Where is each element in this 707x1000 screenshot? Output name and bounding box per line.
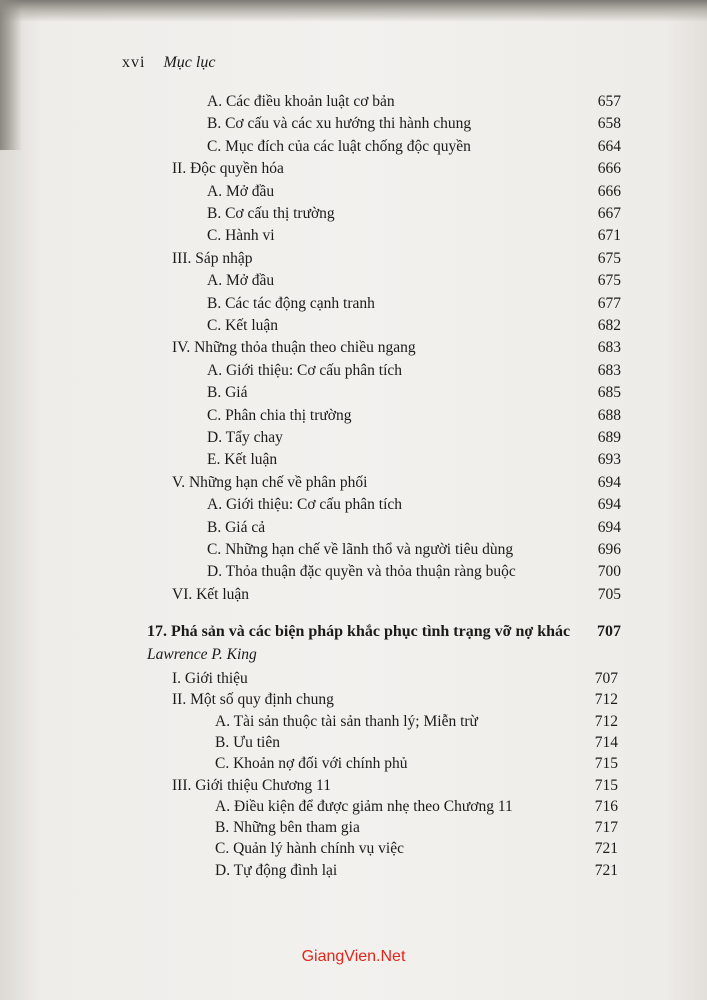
toc-entry xyxy=(207,181,621,203)
toc-entry-page: 658 xyxy=(597,115,621,133)
running-header xyxy=(122,54,215,72)
toc-entry xyxy=(215,817,618,839)
scan-shadow-top xyxy=(0,0,707,22)
toc-entry xyxy=(207,405,621,427)
toc-entry xyxy=(215,753,618,775)
toc-entry xyxy=(207,539,621,561)
toc-entry-page: 721 xyxy=(594,840,618,858)
toc-entry xyxy=(207,382,621,404)
header-title: Mục lục xyxy=(163,54,216,71)
toc-entry xyxy=(207,136,621,158)
chapter-author: Lawrence P. King xyxy=(147,646,257,663)
toc-entry-page: 696 xyxy=(597,541,621,558)
toc-entry-page: 671 xyxy=(597,227,621,245)
toc-entry-page: 712 xyxy=(594,691,618,709)
scan-shadow-left xyxy=(0,0,22,150)
watermark: GiangVien.Net xyxy=(301,948,406,965)
toc-entry-label: C. Mục đích của các luật chống độc quyền xyxy=(207,137,471,155)
toc-entry xyxy=(215,711,618,733)
toc-entry-page: 675 xyxy=(597,272,621,290)
toc-entry-label: VI. Kết luận xyxy=(172,585,250,603)
toc-entry-page: 683 xyxy=(597,339,621,357)
toc-entry-page: 675 xyxy=(597,249,621,267)
toc-entry xyxy=(207,113,621,135)
toc-entry-page: 694 xyxy=(597,473,621,491)
toc-entry-label: C. Quản lý hành chính vụ việc xyxy=(215,840,404,858)
toc-entry xyxy=(172,775,618,797)
toc-entry-label: C. Kết luận xyxy=(207,317,279,334)
header-page-number: xvi xyxy=(122,54,146,71)
toc-entry-page: 682 xyxy=(597,317,621,334)
toc-entry-label: B. Cơ cấu thị trường xyxy=(207,205,335,222)
toc-entry xyxy=(207,315,621,337)
toc-entry-page: 664 xyxy=(597,137,621,155)
toc-entry xyxy=(207,561,621,583)
toc-entry-label: E. Kết luận xyxy=(207,451,278,469)
toc-entry-page: 714 xyxy=(594,733,618,751)
toc-entry xyxy=(207,270,621,292)
toc-entry-label: A. Mở đầu xyxy=(207,182,275,200)
toc-entry xyxy=(215,796,618,818)
toc-entry-label: B. Những bên tham gia xyxy=(215,819,360,837)
toc-entry-label: D. Tẩy chay xyxy=(207,429,283,446)
toc-entry-label: A. Điều kiện để được giảm nhẹ theo Chương 11 xyxy=(215,797,513,815)
toc-entry-label: B. Giá cả xyxy=(207,518,266,536)
toc-entry-label: B. Giá xyxy=(207,384,248,402)
toc-entry xyxy=(172,248,621,270)
toc-entry-label: D. Thỏa thuận đặc quyền và thỏa thuận ràng buộc xyxy=(207,563,516,581)
toc-entry-label: C. Phân chia thị trường xyxy=(207,406,352,424)
toc-entry-page: 677 xyxy=(597,294,621,312)
toc-entry xyxy=(207,360,621,382)
toc-entry xyxy=(207,449,621,471)
toc-entry-label: D. Tự động đình lại xyxy=(215,861,338,879)
toc-entry xyxy=(215,860,618,882)
toc-entry xyxy=(207,427,621,449)
toc-entry xyxy=(215,838,618,860)
toc-entry-label: A. Giới thiệu: Cơ cấu phân tích xyxy=(207,361,403,379)
toc-entry-page: 666 xyxy=(597,160,621,178)
toc-entry-label: C. Hành vi xyxy=(207,227,275,245)
toc-entry xyxy=(172,584,621,606)
toc-entry xyxy=(215,732,618,754)
toc-entry-page: 694 xyxy=(597,518,621,536)
toc-entry-label: B. Cơ cấu và các xu hướng thi hành chung xyxy=(207,115,472,133)
toc-entry-label: II. Độc quyền hóa xyxy=(172,160,284,178)
toc-entry xyxy=(172,158,621,180)
toc-entry-page: 715 xyxy=(594,776,618,794)
toc-entry-page: 700 xyxy=(597,563,621,581)
toc-entry xyxy=(172,689,618,711)
toc-entry-label: III. Giới thiệu Chương 11 xyxy=(172,776,331,794)
toc-entry-label: C. Khoản nợ đối với chính phủ xyxy=(215,755,408,773)
toc-entry-page: 693 xyxy=(597,451,621,469)
toc-entry xyxy=(207,203,621,225)
toc-entry-page: 667 xyxy=(597,205,621,222)
toc-entry xyxy=(207,225,621,247)
toc-entry-label: III. Sáp nhập xyxy=(172,249,253,267)
toc-entry-page: 657 xyxy=(597,93,621,110)
toc-entry-label: A. Tài sản thuộc tài sản thanh lý; Miễn trừ xyxy=(215,712,478,730)
toc-entry xyxy=(207,517,621,539)
toc-entry xyxy=(172,337,621,359)
toc-entry xyxy=(207,494,621,516)
chapter-page: 707 xyxy=(597,623,621,640)
toc-entry xyxy=(207,91,621,113)
toc-entry-label: C. Những hạn chế về lãnh thổ và người tiêu dùng xyxy=(207,541,514,558)
toc-entry-label: II. Một số quy định chung xyxy=(172,691,334,709)
toc-entry-page: 688 xyxy=(597,406,621,424)
toc-entry xyxy=(172,472,621,494)
toc-entry-page: 712 xyxy=(594,712,618,730)
toc-entry-label: B. Các tác động cạnh tranh xyxy=(207,294,375,312)
toc-entry-label: IV. Những thỏa thuận theo chiều ngang xyxy=(172,339,416,357)
toc-entry-page: 694 xyxy=(597,496,621,514)
toc-entry-label: A. Giới thiệu: Cơ cấu phân tích xyxy=(207,496,403,514)
toc-entry-page: 683 xyxy=(597,361,621,379)
toc-entry-page: 685 xyxy=(597,384,621,402)
chapter-heading xyxy=(147,621,621,643)
toc-entry-page: 666 xyxy=(597,182,621,200)
toc-entry-page: 721 xyxy=(594,861,618,879)
toc-entry-page: 716 xyxy=(594,797,618,815)
toc-entry-label: A. Các điều khoản luật cơ bản xyxy=(207,93,395,110)
toc-entry-label: A. Mở đầu xyxy=(207,272,275,290)
toc-entry-page: 705 xyxy=(597,585,621,603)
toc-entry-label: B. Ưu tiên xyxy=(215,733,280,751)
toc-entry xyxy=(207,293,621,315)
toc-entry-label: V. Những hạn chế về phân phối xyxy=(172,473,368,491)
toc-entry-page: 717 xyxy=(594,819,618,837)
toc-entry-label: I. Giới thiệu xyxy=(172,670,248,687)
toc-entry xyxy=(172,668,618,690)
toc-entry-page: 707 xyxy=(594,670,618,687)
toc-entry-page: 715 xyxy=(594,755,618,773)
chapter-title: 17. Phá sản và các biện pháp khắc phục tình trạng vỡ nợ khác xyxy=(147,623,571,640)
toc-entry-page: 689 xyxy=(597,429,621,446)
